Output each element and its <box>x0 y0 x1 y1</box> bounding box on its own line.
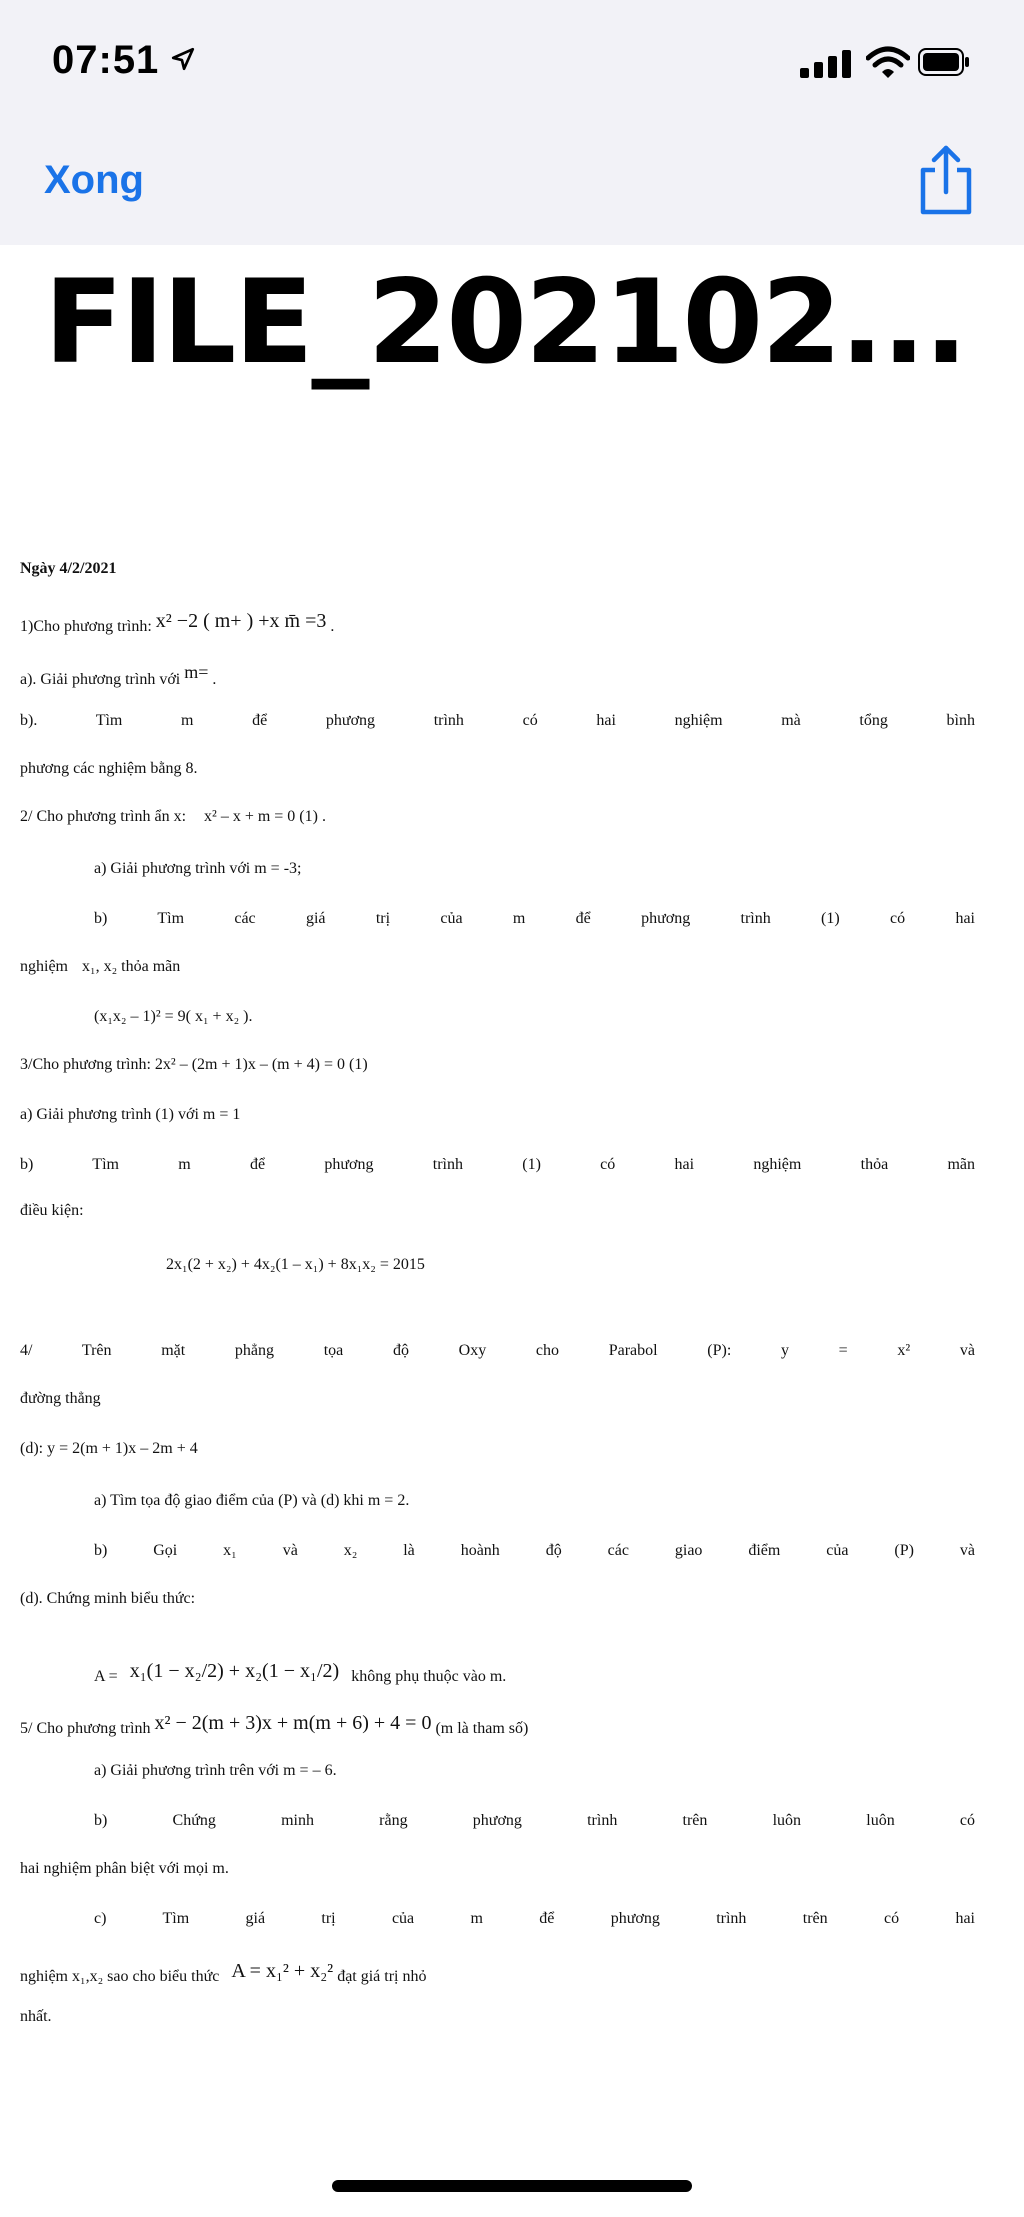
p4-expr-a: A = <box>94 1668 118 1685</box>
battery-icon <box>918 48 970 76</box>
p5-note: (m là tham số) <box>435 1720 529 1737</box>
p2-b-tail: thỏa mãn <box>121 958 181 975</box>
done-button[interactable]: Xong <box>44 158 144 202</box>
p5-c-expr: A = x₁² + x₂² <box>231 1960 334 1982</box>
p4-line3: (d): y = 2(m + 1)x – 2m + 4 <box>20 1440 198 1457</box>
p2-intro: 2/ Cho phương trình ẩn x: <box>20 808 187 825</box>
p1-a-end: . <box>212 671 217 688</box>
p4-b-line2: (d). Chứng minh biểu thức: <box>20 1590 196 1607</box>
p2-b-line1: b) Tìm các giá trị của m để phương trình (1) có hai <box>94 910 975 927</box>
p3-a: a) Giải phương trình (1) với m = 1 <box>20 1106 241 1123</box>
p1-intro: 1)Cho phương trình: <box>20 618 152 635</box>
p4-expr: x₁(1 − x₂/2) + x₂(1 − x₁/2) <box>129 1660 340 1682</box>
p3-b-line2: điều kiện: <box>20 1202 84 1219</box>
p3-condition: 2x₁(2 + x₂) + 4x₂(1 – x₁) + 8x₁x₂ = 2015 <box>166 1256 425 1273</box>
p2-intro-line <box>20 808 326 826</box>
p5-c-2a: nghiệm x₁,x₂ sao cho biểu thức <box>20 1968 220 1985</box>
p4-line2: đường thẳng <box>20 1390 101 1407</box>
p2-b-line2 <box>20 958 180 976</box>
doc-date: Ngày 4/2/2021 <box>20 560 117 577</box>
p4-expr-end: không phụ thuộc vào m. <box>351 1668 507 1685</box>
p5-b-line2: hai nghiệm phân biệt với mọi m. <box>20 1860 229 1877</box>
p1-a: a). Giải phương trình với <box>20 671 181 688</box>
p1-a-m: m= <box>184 662 209 682</box>
p5-intro-line <box>20 1712 528 1738</box>
p3-intro: 3/Cho phương trình: 2x² – (2m + 1)x – (m + 4) = 0 (1) <box>20 1056 368 1073</box>
p1-b-line1: b). Tìm m để phương trình có hai nghiệm mà tổng bình <box>20 712 975 729</box>
p5-c-line3: nhất. <box>20 2008 52 2025</box>
p4-a: a) Tìm tọa độ giao điểm của (P) và (d) khi m = 2. <box>94 1492 410 1509</box>
p1-equation: x² −2 ( m+ ) +x m̄ =3 <box>155 610 327 632</box>
file-title: FILE_202102... <box>44 255 967 390</box>
p4-b-line1: b) Gọi x₁ và x₂ là hoành độ các giao điểm của (P) và <box>94 1542 975 1559</box>
p2-condition: (x₁x₂ – 1)² = 9( x₁ + x₂ ). <box>94 1008 253 1025</box>
location-arrow-icon <box>170 46 196 72</box>
p5-intro: 5/ Cho phương trình <box>20 1720 151 1737</box>
p1-b-line2: phương các nghiệm bằng 8. <box>20 760 198 777</box>
p5-a: a) Giải phương trình trên với m = – 6. <box>94 1762 337 1779</box>
status-time: 07:51 <box>52 38 160 82</box>
navigation-bar <box>0 130 1024 245</box>
home-indicator[interactable] <box>332 2180 692 2192</box>
p1-end: . <box>330 618 335 635</box>
p1-a-line <box>20 662 216 689</box>
p5-c-2b: đạt giá trị nhỏ <box>337 1968 427 1985</box>
p3-b-line1: b) Tìm m để phương trình (1) có hai nghiệm thỏa mãn <box>20 1156 975 1173</box>
p2-equation: x² – x + m = 0 (1) . <box>204 808 326 825</box>
p2-a: a) Giải phương trình với m = -3; <box>94 860 302 877</box>
p2-b-word: nghiệm <box>20 958 68 975</box>
p4-line1: 4/ Trên mặt phẳng tọa độ Oxy cho Parabol (P): y = x² và <box>20 1342 975 1359</box>
p5-b-line1: b) Chứng minh rằng phương trình trên luôn luôn có <box>94 1812 975 1829</box>
p5-equation: x² − 2(m + 3)x + m(m + 6) + 4 = 0 <box>154 1712 432 1734</box>
wifi-icon <box>866 46 910 80</box>
share-icon[interactable] <box>915 144 977 216</box>
p5-c-line2 <box>20 1960 427 1986</box>
p5-c-line1: c) Tìm giá trị của m để phương trình trên có hai <box>94 1910 975 1927</box>
p4-expression-line <box>94 1660 506 1686</box>
p2-b-vars: x₁, x₂ <box>82 958 118 975</box>
cellular-signal-icon <box>800 50 854 78</box>
p1-intro-line <box>20 610 334 636</box>
